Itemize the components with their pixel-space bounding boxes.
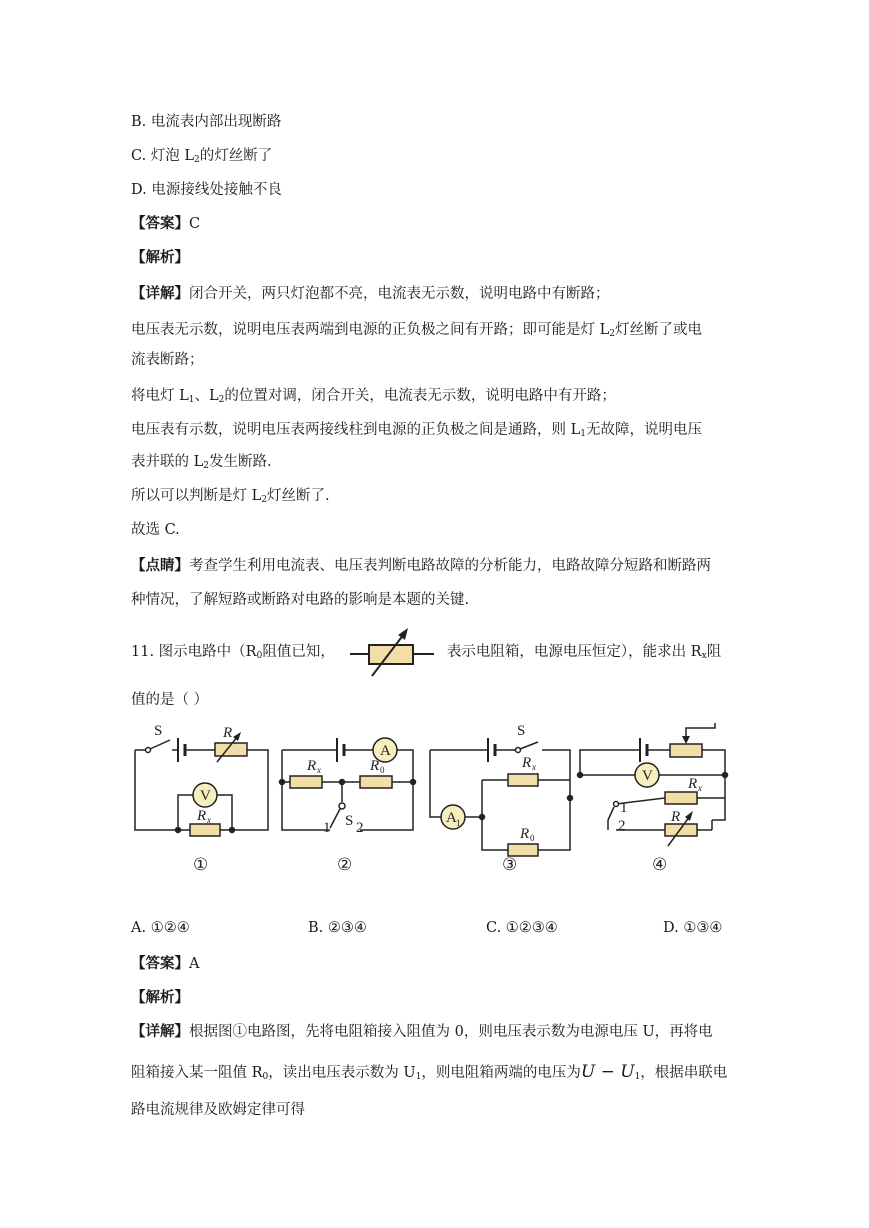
circuit-4: [578, 723, 728, 846]
circuit-label-1: ①: [193, 855, 209, 874]
c4-voltmeter-label: V: [642, 768, 653, 784]
c2-ammeter-label: A: [380, 743, 391, 759]
c3-ammeter-sub: 1: [456, 818, 461, 828]
q11-option-b: B. ②③④: [308, 920, 367, 936]
q11-option-a: A. ①②④: [131, 920, 190, 936]
comment-line-2: 种情况，了解短路或断路对电路的影响是本题的关键.: [131, 592, 470, 608]
q11-detail-line-1: 【详解】根据图①电路图，先将电阻箱接入阻值为 0，则电压表示数为电源电压 U，再将电: [131, 1023, 713, 1040]
c2-label-r0: R: [370, 758, 380, 774]
c2-label-s: S: [345, 813, 354, 829]
resistance-box-icon: [342, 624, 442, 680]
c1-label-s: S: [154, 723, 163, 739]
c2-label-rx: R: [307, 758, 317, 774]
c4-label-r: R: [671, 809, 681, 825]
circuit-3: [430, 738, 573, 856]
q11-detail-line-2: 阻箱接入某一阻值 $R_0$，读出电压表示数为 $U_1$，则电阻箱两端的电压为$U - U_1$，根据串联电: [131, 1062, 728, 1082]
c4-label-rx-sub: x: [698, 783, 702, 793]
q11-answer-line: 【答案】A: [131, 955, 200, 972]
q11-option-d: D. ①③④: [663, 920, 723, 936]
circuit-label-4: ④: [652, 855, 668, 874]
detail-line-2: 电压表无示数，说明电压表两端到电源的正负极之间有开路；即可能是灯 $L_2$灯丝断了或电: [131, 322, 702, 339]
circuit-label-3: ③: [502, 855, 518, 874]
comment-line-1: 【点睛】考查学生利用电流表、电压表判断电路故障的分析能力，电路故障分短路和断路两: [131, 557, 711, 574]
circuit-label-2: ②: [337, 855, 353, 874]
detail-line-6: 表并联的 $L_2$发生断路.: [131, 454, 272, 471]
c1-label-r: R: [223, 725, 233, 741]
c2-label-rx-sub: x: [317, 765, 321, 775]
c4-label-1: 1: [620, 800, 628, 816]
c4-label-2: 2: [618, 818, 626, 834]
formula-u1: U: [620, 1062, 635, 1082]
c2-label-1: 1: [323, 820, 331, 836]
formula-u: U: [580, 1062, 596, 1082]
detail-line-5: 电压表有示数，说明电压表两接线柱到电源的正负极之间是通路，则 $L_1$无故障，说明电压: [131, 422, 702, 439]
detail-line-7: 所以可以判断是灯 $L_2$灯丝断了.: [131, 488, 330, 505]
c3-ammeter-label: A: [446, 810, 457, 826]
c4-label-rx: R: [688, 776, 698, 792]
answer-line: 【答案】C: [131, 215, 201, 232]
detail-line-8: 故选 C.: [131, 522, 180, 538]
c3-label-s: S: [517, 723, 526, 739]
q11-stem-line-1: 11. 图示电路中（$R_0$阻值已知， 表示电阻箱，电源电压恒定），能求出 $R_x$阻: [131, 644, 722, 661]
c3-label-rx: R: [522, 755, 532, 771]
c3-label-r0: R: [520, 826, 530, 842]
c2-label-2: 2: [356, 820, 364, 836]
c2-label-r0-sub: 0: [380, 765, 385, 775]
c3-label-r0-sub: 0: [530, 833, 535, 843]
q11-analysis-tag: 【解析】: [131, 989, 189, 1006]
c1-voltmeter-label: V: [200, 788, 211, 804]
detail-line-1: 【详解】闭合开关，两只灯泡都不亮，电流表无示数，说明电路中有断路；: [131, 285, 610, 302]
option-b: B. 电流表内部出现断路: [131, 114, 282, 130]
option-c: C. 灯泡 $L_2$的灯丝断了: [131, 148, 273, 165]
detail-line-3: 流表断路；: [131, 352, 204, 368]
q11-option-c: C. ①②③④: [486, 920, 558, 936]
c1-label-rx: R: [197, 808, 207, 824]
c3-label-rx-sub: x: [532, 762, 536, 772]
detail-line-4: 将电灯 $L_1$、$L_2$的位置对调，闭合开关，电流表无示数，说明电路中有开路；: [131, 388, 616, 405]
option-d: D. 电源接线处接触不良: [131, 182, 282, 198]
q11-stem-line-2: 值的是（ ）: [131, 692, 209, 708]
analysis-tag: 【解析】: [131, 249, 189, 266]
c1-label-rx-sub: x: [207, 815, 211, 825]
circuit-diagrams: [130, 720, 740, 880]
q11-detail-line-3: 路电流规律及欧姆定律可得: [131, 1102, 305, 1118]
